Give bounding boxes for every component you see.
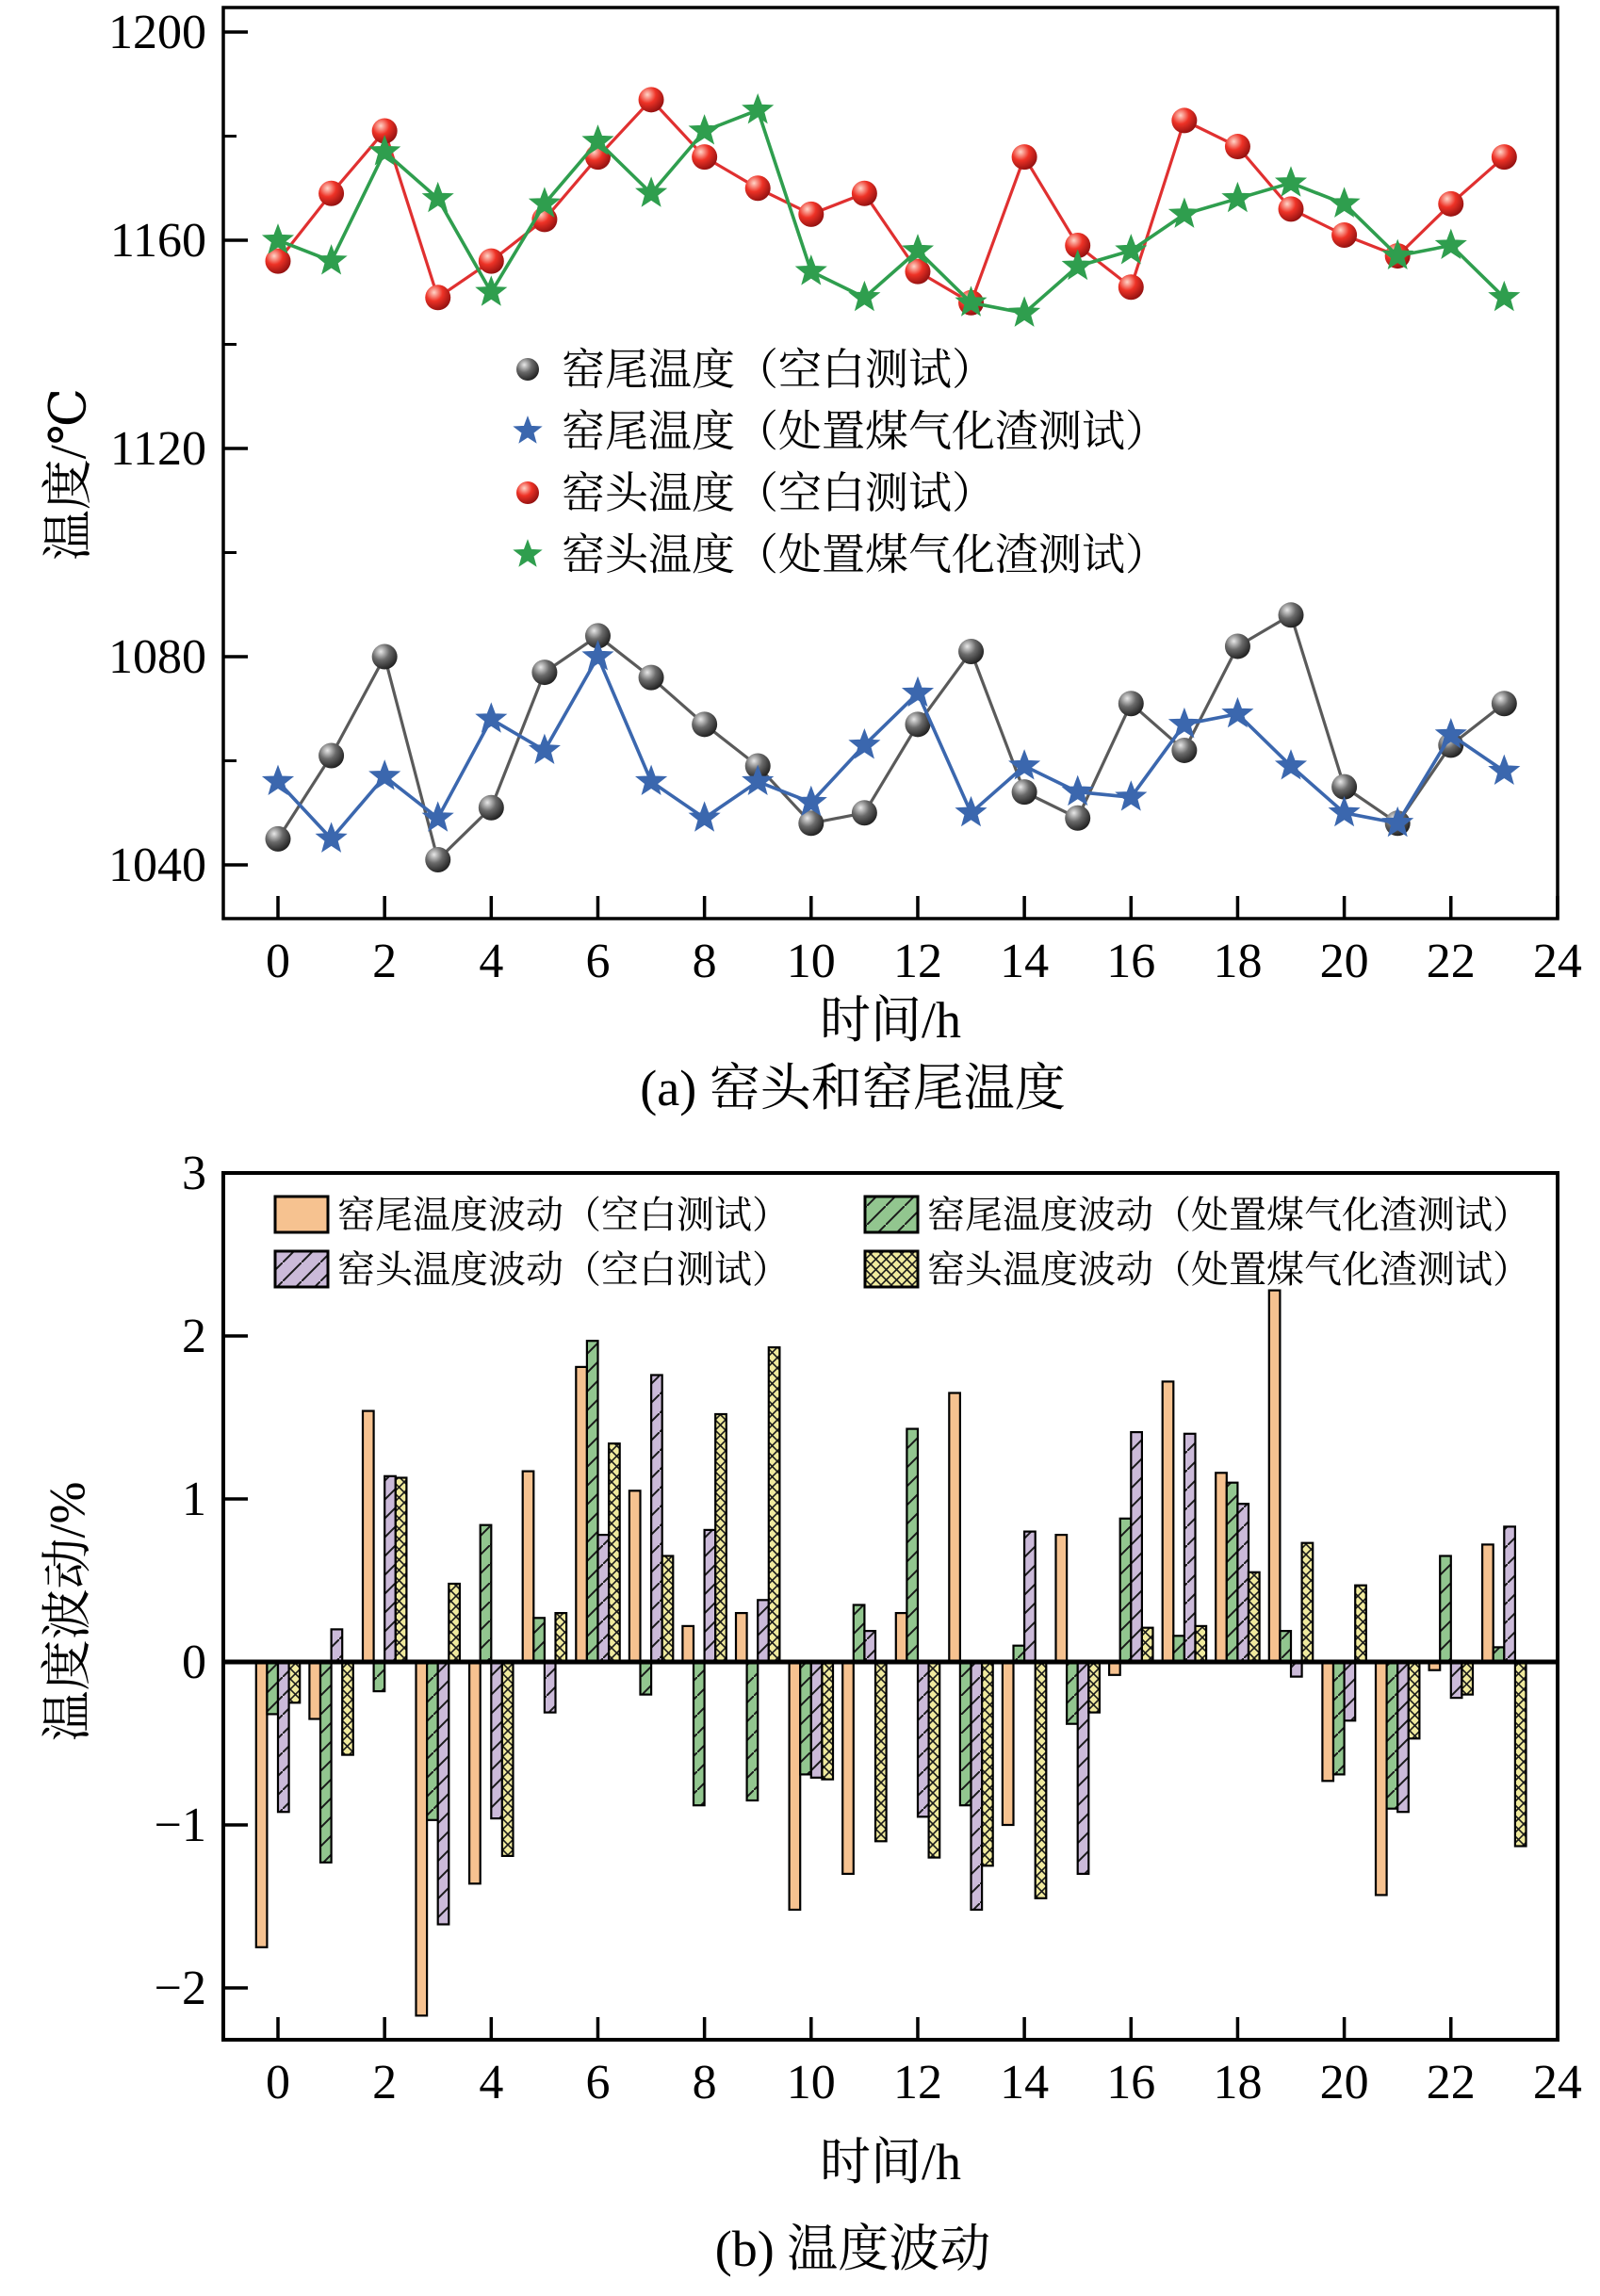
series-0 xyxy=(266,602,1517,872)
bar-hatch xyxy=(384,1476,396,1662)
panel-b-y-axis-label: 温度波动/% xyxy=(39,1481,96,1742)
panel-a-legend-label: 窑尾温度（空白测试） xyxy=(562,346,995,394)
bar xyxy=(629,1490,641,1662)
panel-a-legend-label: 窑尾温度（处置煤气化渣测试） xyxy=(562,407,1168,456)
bar-hatch xyxy=(545,1662,556,1713)
data-point-sphere xyxy=(1012,779,1037,805)
bar-hatch xyxy=(1142,1628,1153,1662)
bar xyxy=(1269,1291,1281,1662)
data-point-sphere xyxy=(479,249,504,274)
bar-hatch xyxy=(609,1443,620,1662)
panel-a-x-tick-label: 0 xyxy=(266,935,290,988)
data-point-sphere xyxy=(692,144,717,170)
panel-a-x-axis-label: 时间/h xyxy=(819,992,962,1049)
bar-hatch xyxy=(1302,1543,1314,1662)
panel-a-y-tick-label: 1120 xyxy=(109,422,206,476)
panel-b-y-tick-label: −2 xyxy=(154,1962,206,2015)
panel-b-x-axis-label: 时间/h xyxy=(819,2134,962,2190)
bar xyxy=(576,1367,587,1662)
bar-hatch xyxy=(1409,1662,1420,1738)
bar xyxy=(1216,1473,1227,1662)
panel-b-x-tick-label: 6 xyxy=(585,2056,611,2109)
bar-hatch xyxy=(1280,1631,1291,1662)
data-point-sphere xyxy=(798,202,824,227)
bar-hatch xyxy=(715,1414,727,1662)
panel-a-line-chart xyxy=(108,6,1582,988)
bar-hatch xyxy=(1237,1504,1249,1662)
data-point-sphere xyxy=(1331,222,1357,248)
panel-a-x-tick-label: 14 xyxy=(1000,935,1050,988)
bar xyxy=(682,1626,694,1662)
data-point-sphere xyxy=(852,181,877,206)
bar-hatch xyxy=(1014,1646,1025,1662)
bar-hatch xyxy=(1387,1662,1398,1809)
bar xyxy=(790,1662,801,1910)
legend-swatch-hatch xyxy=(275,1251,328,1287)
data-point-sphere xyxy=(1225,633,1250,659)
bar-hatch xyxy=(641,1662,652,1695)
panel-b-y-tick-label: 1 xyxy=(182,1473,206,1526)
bar-hatch xyxy=(1078,1662,1089,1874)
panel-b-caption: (b) 温度波动 xyxy=(714,2221,991,2277)
panel-a-x-tick-label: 6 xyxy=(585,935,611,988)
bar-hatch xyxy=(491,1662,502,1818)
panel-a-x-tick-label: 12 xyxy=(892,935,942,988)
bar xyxy=(469,1662,481,1883)
bar-hatch xyxy=(1067,1662,1078,1724)
panel-b-legend xyxy=(275,1194,1530,1291)
panel-b-x-tick-label: 2 xyxy=(372,2056,398,2109)
panel-a-y-axis-label: 温度/℃ xyxy=(40,387,97,562)
panel-b-x-tick-label: 4 xyxy=(479,2056,504,2109)
data-point-star xyxy=(1276,168,1305,196)
panel-a-legend-label: 窑头温度（处置煤气化渣测试） xyxy=(562,530,1168,579)
data-point-star xyxy=(477,704,506,732)
data-point-star xyxy=(1490,756,1519,784)
data-point-sphere xyxy=(1492,144,1517,170)
series-line xyxy=(278,657,1504,839)
bar-hatch xyxy=(1120,1519,1132,1662)
panel-b-x-tick-label: 18 xyxy=(1213,2056,1263,2109)
bar-hatch xyxy=(1173,1636,1184,1662)
series-3 xyxy=(263,94,1519,325)
bar-hatch xyxy=(556,1613,567,1662)
bar xyxy=(1056,1535,1068,1662)
bar-hatch xyxy=(918,1662,929,1816)
bar-hatch xyxy=(1451,1662,1462,1698)
bar-hatch xyxy=(651,1376,662,1663)
bar-hatch xyxy=(396,1478,407,1663)
bar-hatch xyxy=(694,1662,705,1805)
bar xyxy=(736,1613,747,1662)
bar-hatch xyxy=(587,1341,598,1662)
data-point-sphere xyxy=(639,87,664,112)
bar xyxy=(1003,1662,1014,1825)
data-point-sphere xyxy=(639,665,664,691)
series-2 xyxy=(266,87,1517,315)
bar-hatch xyxy=(705,1530,716,1662)
bar-hatch xyxy=(267,1662,278,1714)
panel-a-x-tick-label: 2 xyxy=(372,935,398,988)
bar xyxy=(1482,1544,1494,1662)
data-point-star xyxy=(514,417,542,443)
bar-hatch xyxy=(758,1600,769,1662)
bar-hatch xyxy=(1515,1662,1527,1847)
bar-hatch xyxy=(1397,1662,1409,1812)
panel-a-x-tick-label: 8 xyxy=(692,935,717,988)
bar xyxy=(896,1613,907,1662)
panel-b-x-tick-label: 0 xyxy=(266,2056,290,2109)
panel-b-x-tick-label: 8 xyxy=(692,2056,717,2109)
bar-hatch xyxy=(278,1662,289,1812)
bar-hatch xyxy=(662,1556,674,1663)
bar-hatch xyxy=(374,1662,385,1691)
legend-swatch-hatch xyxy=(865,1251,918,1287)
panel-a-frame xyxy=(223,8,1558,919)
panel-b-x-tick-label: 24 xyxy=(1532,2056,1582,2109)
panel-b-x-tick-label: 16 xyxy=(1106,2056,1156,2109)
panel-b-y-tick-label: 2 xyxy=(182,1310,206,1363)
bar-hatch xyxy=(1345,1662,1356,1720)
data-point-sphere xyxy=(1118,274,1144,300)
panel-a-caption: (a) 窑头和窑尾温度 xyxy=(640,1060,1066,1116)
bar-hatch xyxy=(342,1662,353,1755)
bar-hatch xyxy=(971,1662,983,1910)
panel-b-x-tick-label: 22 xyxy=(1426,2056,1476,2109)
bar-hatch xyxy=(1024,1532,1036,1662)
bar-hatch xyxy=(289,1662,301,1702)
bar-hatch xyxy=(875,1662,887,1841)
bar-hatch xyxy=(332,1629,343,1662)
panel-b-x-tick-label: 20 xyxy=(1319,2056,1369,2109)
bar-hatch xyxy=(960,1662,971,1805)
data-point-sphere xyxy=(516,358,539,381)
bar xyxy=(363,1411,374,1662)
bar-hatch xyxy=(502,1662,514,1856)
bar-hatch xyxy=(1355,1586,1366,1662)
bar-hatch xyxy=(438,1662,449,1925)
panel-a-y-tick-label: 1080 xyxy=(108,630,206,684)
data-point-star xyxy=(1063,776,1092,805)
legend-swatch xyxy=(275,1197,328,1232)
data-point-star xyxy=(263,766,292,794)
panel-b-x-tick-label: 10 xyxy=(786,2056,836,2109)
data-point-sphere xyxy=(1279,602,1304,627)
panel-b-y-tick-label: 3 xyxy=(182,1147,206,1200)
bar-hatch xyxy=(747,1662,759,1800)
bar-hatch xyxy=(1227,1483,1238,1662)
bar-hatch xyxy=(533,1618,545,1662)
data-point-star xyxy=(1223,183,1252,211)
data-point-star xyxy=(690,803,719,831)
data-point-star xyxy=(690,116,719,144)
bar xyxy=(256,1662,268,1947)
bar-hatch xyxy=(449,1584,460,1662)
bar-hatch xyxy=(982,1662,993,1865)
bar-hatch xyxy=(598,1535,610,1662)
bar xyxy=(842,1662,854,1874)
bar-hatch xyxy=(1333,1662,1345,1774)
panel-a-x-tick-label: 20 xyxy=(1319,935,1369,988)
data-point-sphere xyxy=(1225,134,1250,159)
bar-hatch xyxy=(811,1662,823,1778)
bar xyxy=(1163,1381,1174,1662)
bar-hatch xyxy=(864,1631,875,1662)
data-point-sphere xyxy=(692,711,717,737)
data-point-sphere xyxy=(852,800,877,825)
bar-hatch xyxy=(769,1347,780,1662)
bar xyxy=(309,1662,320,1719)
bar-hatch xyxy=(800,1662,811,1774)
data-point-sphere xyxy=(1118,691,1144,716)
bar xyxy=(416,1662,428,2015)
panel-a-x-tick-label: 22 xyxy=(1426,935,1476,988)
data-point-star xyxy=(477,277,506,305)
bar-hatch xyxy=(427,1662,438,1820)
panel-a-x-tick-label: 16 xyxy=(1106,935,1156,988)
bar-hatch xyxy=(822,1662,833,1780)
data-point-sphere xyxy=(1171,738,1197,763)
data-point-sphere xyxy=(1171,107,1197,133)
bar-hatch xyxy=(1088,1662,1100,1713)
panel-b-y-tick-label: −1 xyxy=(154,1799,206,1852)
panel-a-x-tick-label: 4 xyxy=(479,935,504,988)
bar-hatch xyxy=(1440,1556,1451,1663)
bar-hatch xyxy=(1249,1572,1260,1662)
data-point-sphere xyxy=(318,181,344,206)
bar xyxy=(1376,1662,1387,1895)
bar-hatch xyxy=(929,1662,940,1858)
data-point-sphere xyxy=(372,644,398,670)
panel-a-y-tick-label: 1200 xyxy=(108,6,206,59)
bar-hatch xyxy=(1036,1662,1047,1898)
data-point-star xyxy=(423,803,452,831)
panel-b-legend-label: 窑尾温度波动（处置煤气化渣测试） xyxy=(927,1194,1530,1236)
panel-b-legend-label: 窑头温度波动（空白测试） xyxy=(337,1248,790,1291)
bar-hatch xyxy=(1461,1662,1473,1695)
panel-a-x-tick-label: 10 xyxy=(786,935,836,988)
data-point-sphere xyxy=(1438,191,1463,217)
data-point-sphere xyxy=(531,659,557,685)
data-point-sphere xyxy=(1012,144,1037,170)
data-point-sphere xyxy=(1331,774,1357,800)
panel-b-y-tick-label: 0 xyxy=(182,1636,206,1689)
data-point-sphere xyxy=(958,639,984,664)
panel-a-x-tick-label: 24 xyxy=(1532,935,1582,988)
data-point-sphere xyxy=(1065,806,1090,831)
bar-hatch xyxy=(906,1429,918,1662)
panel-b-legend-label: 窑头温度波动（处置煤气化渣测试） xyxy=(927,1248,1530,1291)
bar xyxy=(523,1472,534,1662)
data-point-star xyxy=(796,256,825,285)
bar xyxy=(949,1393,960,1663)
data-point-sphere xyxy=(266,826,291,852)
panel-b-x-tick-label: 12 xyxy=(892,2056,942,2109)
panel-a-legend xyxy=(514,346,1168,579)
bar-hatch xyxy=(1504,1526,1515,1662)
panel-b-x-tick-label: 14 xyxy=(1000,2056,1050,2109)
bar xyxy=(1322,1662,1333,1781)
panel-b-bar-chart xyxy=(155,1147,1582,2109)
bar-hatch xyxy=(1131,1432,1142,1662)
data-point-sphere xyxy=(745,175,771,201)
bar-hatch xyxy=(320,1662,332,1863)
data-point-sphere xyxy=(425,847,450,872)
series-line xyxy=(278,615,1504,860)
data-point-sphere xyxy=(1492,691,1517,716)
bar-hatch xyxy=(1196,1626,1207,1662)
bar-hatch xyxy=(1184,1434,1196,1662)
data-point-star xyxy=(743,94,773,122)
panel-a-legend-label: 窑头温度（空白测试） xyxy=(562,469,995,517)
data-point-star xyxy=(514,541,542,566)
data-point-sphere xyxy=(516,481,539,504)
data-point-star xyxy=(317,246,346,274)
data-point-sphere xyxy=(318,742,344,768)
panel-a-x-tick-label: 18 xyxy=(1213,935,1263,988)
data-point-sphere xyxy=(1279,196,1304,221)
panel-a-y-tick-label: 1040 xyxy=(108,839,206,892)
bar-hatch xyxy=(854,1605,865,1663)
data-point-sphere xyxy=(479,795,504,821)
legend-swatch-hatch xyxy=(865,1197,918,1232)
panel-b-legend-label: 窑尾温度波动（空白测试） xyxy=(337,1194,790,1236)
data-point-sphere xyxy=(425,285,450,310)
bar-hatch xyxy=(481,1525,492,1662)
data-point-star xyxy=(530,735,559,763)
panel-a-y-tick-label: 1160 xyxy=(109,214,206,268)
